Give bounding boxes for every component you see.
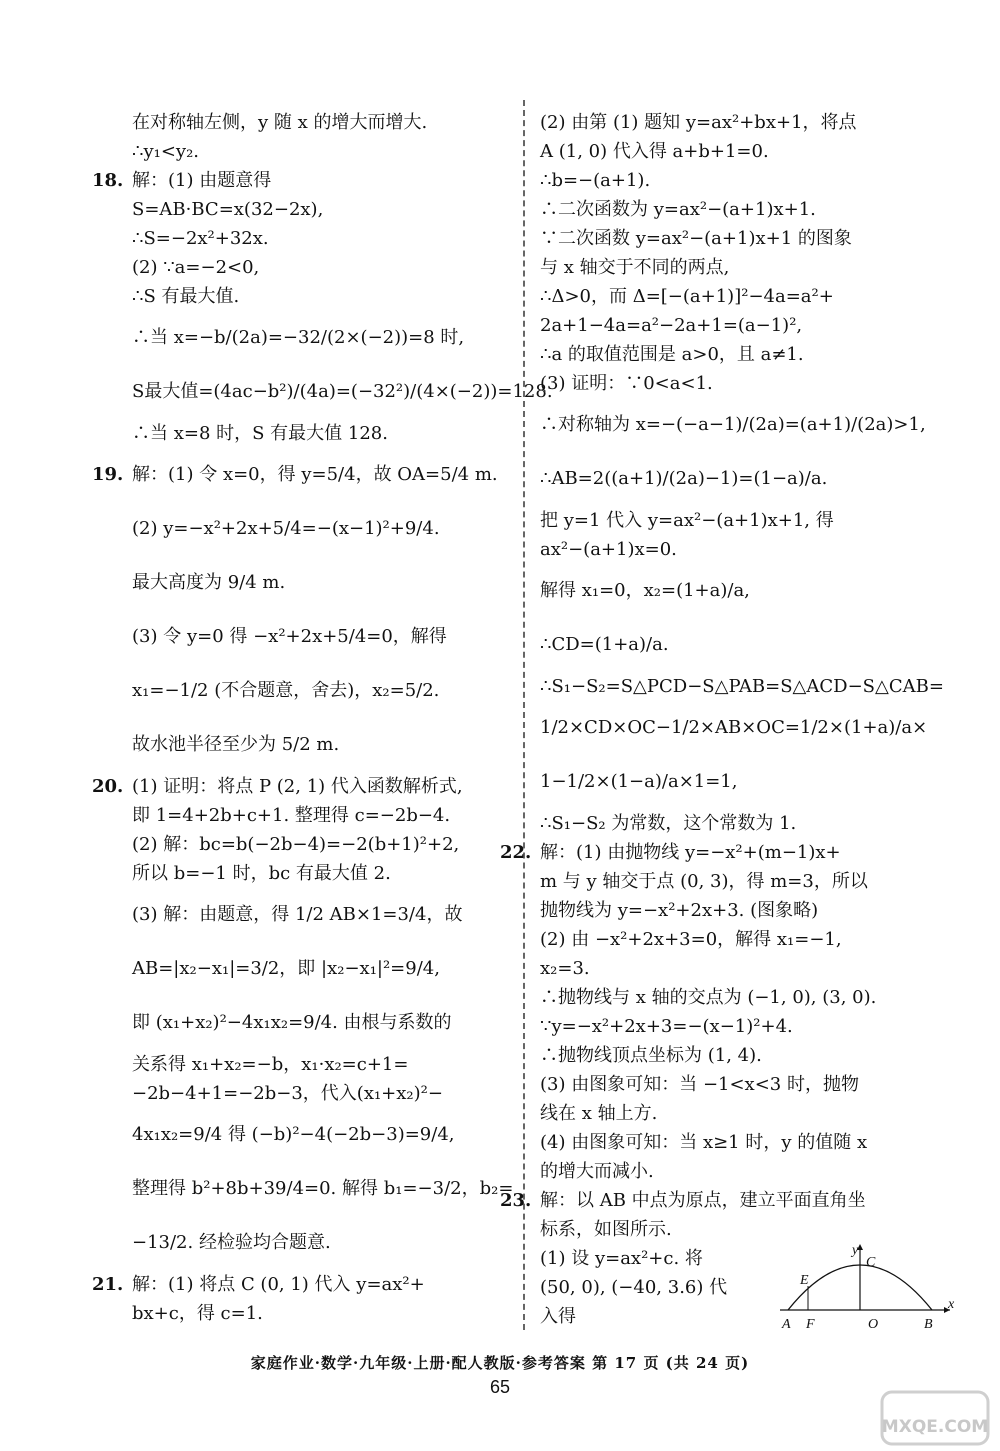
text-line: (3) 证明：∵0<a<1.: [540, 373, 713, 394]
problem-number: 20.: [92, 776, 124, 797]
text-line: (3) 令 y=0 得 −x²+2x+5/4=0，解得: [132, 626, 447, 647]
text-line: (2) 解：bc=b(−2b−4)=−2(b+1)²+2,: [132, 834, 460, 855]
problem-number: 21.: [92, 1274, 124, 1295]
text-line: 1/2×CD×OC−1/2×AB×OC=1/2×(1+a)/a×: [540, 717, 928, 738]
label-b: B: [924, 1317, 933, 1332]
page-footer: 家庭作业·数学·九年级·上册·配人教版·参考答案 第 17 页 (共 24 页): [250, 1354, 750, 1372]
text-line: ∴a 的取值范围是 a>0，且 a≠1.: [540, 344, 804, 365]
text-line: 解得 x₁=0，x₂=(1+a)/a,: [540, 580, 750, 601]
label-a: A: [782, 1317, 791, 1332]
text-line: 即 1=4+2b+c+1. 整理得 c=−2b−4.: [132, 805, 451, 826]
label-x: x: [948, 1297, 955, 1312]
text-line: (2) ∵a=−2<0,: [132, 257, 260, 278]
text-line: ∴Δ>0，而 Δ=[−(a+1)]²−4a=a²+: [540, 286, 834, 307]
text-line: 标系，如图所示.: [540, 1219, 672, 1240]
text-line: ∴AB=2((a+1)/(2a)−1)=(1−a)/a.: [540, 468, 828, 489]
text-line: 故水池半径至少为 5/2 m.: [132, 734, 340, 755]
text-line: (3) 由图象可知：当 −1<x<3 时，抛物: [540, 1074, 859, 1095]
text-line: 最大高度为 9/4 m.: [132, 572, 286, 593]
left-column: [92, 108, 553, 1328]
text-line: (1) 证明：将点 P (2, 1) 代入函数解析式,: [132, 776, 463, 797]
text-line: 解：以 AB 中点为原点，建立平面直角坐: [540, 1190, 866, 1211]
text-line: A (1, 0) 代入得 a+b+1=0.: [540, 141, 769, 162]
text-line: ∴对称轴为 x=−(−a−1)/(2a)=(a+1)/(2a)>1,: [540, 414, 926, 435]
text-line: ∴S₁−S₂ 为常数，这个常数为 1.: [540, 813, 797, 834]
text-line: ∴当 x=8 时，S 有最大值 128.: [132, 423, 388, 444]
text-line: 解：(1) 由题意得: [132, 170, 272, 191]
text-line: ∵二次函数 y=ax²−(a+1)x+1 的图象: [540, 228, 852, 249]
text-line: 把 y=1 代入 y=ax²−(a+1)x+1, 得: [540, 510, 834, 531]
text-line: −2b−4+1=−2b−3，代入(x₁+x₂)²−: [132, 1083, 443, 1104]
text-line: 线在 x 轴上方.: [540, 1103, 658, 1124]
text-line: 1−1/2×(1−a)/a×1=1,: [540, 771, 738, 792]
text-line: x₂=3.: [540, 958, 590, 979]
text-line: ∴b=−(a+1).: [540, 170, 651, 191]
text-line: 解：(1) 令 x=0，得 y=5/4，故 OA=5/4 m.: [132, 464, 498, 485]
text-line: 所以 b=−1 时，bc 有最大值 2.: [132, 863, 391, 884]
text-line: x₁=−1/2 (不合题意，舍去)，x₂=5/2.: [132, 680, 440, 701]
text-line: 关系得 x₁+x₂=−b，x₁·x₂=c+1=: [132, 1054, 409, 1075]
text-line: ∴抛物线顶点坐标为 (1, 4).: [540, 1045, 762, 1066]
problem-number: 19.: [92, 464, 124, 485]
problem-number: 18.: [92, 170, 124, 191]
text-line: (2) 由第 (1) 题知 y=ax²+bx+1，将点: [540, 112, 857, 133]
right-column: [500, 108, 960, 1331]
text-line: (2) y=−x²+2x+5/4=−(x−1)²+9/4.: [132, 518, 440, 539]
text-line: (4) 由图象可知：当 x≥1 时，y 的值随 x: [540, 1132, 868, 1153]
label-c: C: [866, 1255, 876, 1270]
text-line: 与 x 轴交于不同的两点,: [540, 257, 730, 278]
column-divider: [523, 100, 525, 1330]
text-line: S最大值=(4ac−b²)/(4a)=(−32²)/(4×(−2))=128.: [132, 381, 553, 402]
text-line: AB=|x₂−x₁|=3/2，即 |x₂−x₁|²=9/4,: [132, 958, 440, 979]
text-line: −13/2. 经检验均合题意.: [132, 1232, 331, 1253]
text-line: S=AB·BC=x(32−2x),: [132, 199, 324, 220]
text-line: 入得: [540, 1306, 576, 1327]
watermark-logo: [880, 1390, 990, 1446]
text-line: 4x₁x₂=9/4 得 (−b)²−4(−2b−3)=9/4,: [132, 1124, 455, 1145]
label-y: y: [852, 1243, 859, 1258]
problem-number: 23.: [500, 1190, 532, 1211]
text-line: ∴y₁<y₂.: [132, 141, 200, 162]
label-o: O: [868, 1317, 879, 1332]
parabola-diagram: [780, 1240, 960, 1340]
watermark-text: MXQE.COM: [881, 1417, 989, 1437]
text-line: bx+c，得 c=1.: [132, 1303, 263, 1324]
text-line: ∴S 有最大值.: [132, 286, 240, 307]
text-line: 2a+1−4a=a²−2a+1=(a−1)²,: [540, 315, 803, 336]
problem-number: 22.: [500, 842, 532, 863]
text-line: (1) 设 y=ax²+c. 将: [540, 1248, 703, 1269]
text-line: ∴CD=(1+a)/a.: [540, 634, 669, 655]
text-line: 解：(1) 由抛物线 y=−x²+(m−1)x+: [540, 842, 841, 863]
label-f: F: [806, 1317, 815, 1332]
text-line: ∴二次函数为 y=ax²−(a+1)x+1.: [540, 199, 816, 220]
text-line: 整理得 b²+8b+39/4=0. 解得 b₁=−3/2，b₂=: [132, 1178, 514, 1199]
text-line: 在对称轴左侧，y 随 x 的增大而增大.: [132, 112, 428, 133]
text-line: ∴抛物线与 x 轴的交点为 (−1, 0), (3, 0).: [540, 987, 877, 1008]
text-line: 即 (x₁+x₂)²−4x₁x₂=9/4. 由根与系数的: [132, 1012, 452, 1033]
label-e: E: [800, 1273, 809, 1288]
text-line: 解：(1) 将点 C (0, 1) 代入 y=ax²+: [132, 1274, 425, 1295]
text-line: ∴S=−2x²+32x.: [132, 228, 269, 249]
text-line: ax²−(a+1)x=0.: [540, 539, 677, 560]
text-line: ∴S₁−S₂=S△PCD−S△PAB=S△ACD−S△CAB=: [540, 676, 944, 697]
page-number: 65: [489, 1377, 511, 1397]
text-line: (50, 0), (−40, 3.6) 代: [540, 1277, 728, 1298]
text-line: (2) 由 −x²+2x+3=0，解得 x₁=−1,: [540, 929, 842, 950]
text-line: m 与 y 轴交于点 (0, 3)，得 m=3，所以: [540, 871, 868, 892]
text-line: 抛物线为 y=−x²+2x+3. (图象略): [540, 900, 819, 921]
text-line: ∴当 x=−b/(2a)=−32/(2×(−2))=8 时,: [132, 327, 465, 348]
text-line: 的增大而减小.: [540, 1161, 654, 1182]
text-line: ∵y=−x²+2x+3=−(x−1)²+4.: [540, 1016, 793, 1037]
text-line: (3) 解：由题意，得 1/2 AB×1=3/4，故: [132, 904, 463, 925]
